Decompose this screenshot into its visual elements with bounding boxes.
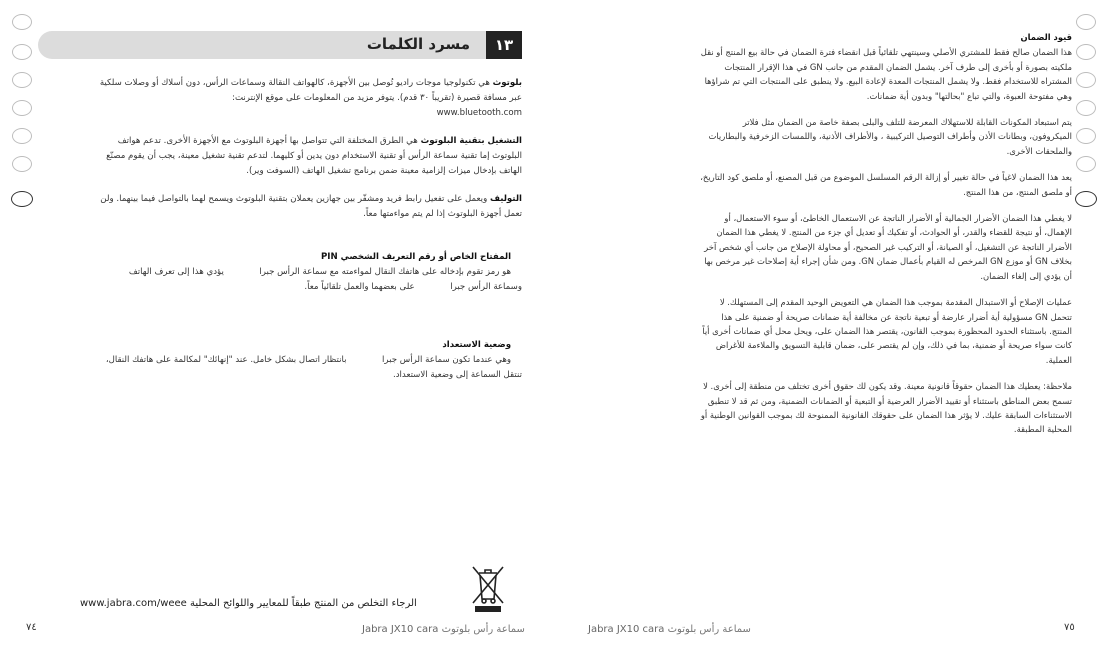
footer-label: سماعة رأس بلوتوث — [441, 624, 525, 635]
chapter-number: ١٣ — [486, 31, 522, 59]
page-number-left: ٧٤ — [26, 622, 37, 633]
glossary-entry — [98, 235, 522, 310]
glossary-definition: هو رمز تقوم بإدخاله على هاتفك النقال لمواءمته مع سماعة الرأس جبرا يؤدي هذا إلى تعرف الهاتف وسماعة الرأس جبرا على بعضهما والعمل تلقائياً معاً. — [126, 267, 522, 292]
binder-hole — [1076, 100, 1096, 116]
glossary-definition: ويعمل على تفعيل رابط فريد ومشفّر بين جهازين يعملان بتقنية البلوتوث ويسمح لهما بالتواصل فيما بينهما. ولن تعمل أجهزة البلوتوث إذا لم يتم مواءمتها معاً. — [100, 194, 522, 219]
footer-brand: Jabra JX10 cara — [588, 624, 665, 635]
binder-hole — [1076, 14, 1096, 30]
glossary-entry — [98, 323, 522, 398]
weee-notice — [80, 598, 462, 609]
glossary-term: التوليف — [489, 194, 522, 204]
glossary-definition: وهي عندما تكون سماعة الرأس جبرا بانتظار اتصال بشكل خامل. عند "إنهائك" لمكالمة على هاتفك النقال، تنتقل السماعة إلى وضعية الاستعداد. — [103, 355, 522, 380]
glossary-entry — [98, 192, 522, 222]
glossary-entry — [98, 76, 522, 121]
weee-url[interactable]: www.jabra.com/weee — [80, 598, 187, 609]
weee-bin-icon — [470, 563, 506, 613]
binder-hole — [12, 100, 32, 116]
warranty-heading: قيود الضمان — [1020, 32, 1072, 42]
glossary-term: وضعية الاستعداد — [442, 340, 512, 350]
binder-hole — [12, 128, 32, 144]
binder-hole-active — [11, 191, 33, 207]
glossary-term: التشغيل بتقنية البلوتوث — [420, 136, 522, 146]
binder-hole — [1076, 72, 1096, 88]
binder-hole — [1076, 44, 1096, 60]
warranty-paragraph: يعد هذا الضمان لاغياً في حالة تغيير أو إزالة الرقم المسلسل الموضوع من قبل المصنع، أو ملصق كود التاريخ، أو ملصق المنتج، من هذا المنتج. — [700, 172, 1072, 197]
binder-hole — [12, 44, 32, 60]
glossary-definition: هي تكنولوجيا موجات راديو تُوصل بين الأجهزة، كالهواتف النقالة وسماعات الرأس، دون أسلاك أو وصلات سلكية عبر مسافة قصيرة (تقريباً ٣٠ قدم). يتوفر مزيد من المعلومات على موقع الإنترنت: — [99, 78, 522, 103]
binder-hole — [12, 72, 32, 88]
warranty-paragraph: عمليات الإصلاح أو الاستبدال المقدمة بموجب هذا الضمان هي التعويض الوحيد المقدم إلى المستهلك. لا تتحمل GN مسؤولية أية أضرار عارضة أو تبعية ناتجة عن مخالفة أية ضمانات صريحة أو ضمنية على هذا المنتج. باستثناء الحدود المحظورة بموجب القانون، يقتصر هذا الضمان على، ويحل محل أي ضمانات أخرى أياً كانت سواء صريحة أو ضمنية، بما في ذلك، وإن لم يقتصر على، ضمان قابلية التسويق والملاءمة للأغراض العملية. — [702, 297, 1072, 365]
binder-hole — [12, 14, 32, 30]
glossary-term: المفتاح الخاص أو رقم التعريف الشخصي PIN — [320, 252, 512, 262]
warranty-paragraph: هذا الضمان صالح فقط للمشتري الأصلي وسينتهي تلقائياً قبل انقضاء فترة الضمان في حالة بيع المنتج أو نقل ملكيته بصورة أو بأخرى إلى طرف آخر. يشمل الضمان المقدم من جانب GN في هذا الإقرار المنتجات المشتراه للاستخدام فقط. ولا يشمل المنتجات المعدة لإعادة البيع. ولا ينطبق على المنتجات التي تم شراؤها وهي مفتوحة العبوة، والتي تباع "بحالتها" وبدون أية ضمانات. — [700, 47, 1072, 101]
glossary-definition: هي الطرق المختلفة التي تتواصل بها أجهزة البلوتوث مع الأجهزة الأخرى. تدعم هواتف البلوتوث إما تقنية سماعة الرأس أو تقنية الاستخدام دون يدين أو كليهما. لتدعم تقنية تشغيل معينة، يجب أن يقوم مصنّع الهاتف بإدخال ميزات إلزامية معينة ضمن برنامج تشغيل الهاتف (السوفت وير). — [106, 136, 522, 176]
glossary-term: بلوتوث — [492, 78, 522, 88]
weee-text: الرجاء التخلص من المنتج طبقاً للمعايير واللوائح المحلية — [190, 598, 417, 609]
glossary — [98, 76, 522, 411]
chapter-title: مسرد الكلمات — [366, 35, 470, 53]
warranty-paragraph: يتم استبعاد المكونات القابلة للاستهلاك المعرضة للتلف والبلى بصفة خاصة من الضمان مثل فلاتر الميكروفون، وبطانات الأذن وأطراف التوصيل التركيبية ، والأطراف الأذنية، واللمسات الزخرفية والبطاريات والملحقات الأخرى. — [708, 117, 1072, 156]
chapter-header — [38, 31, 522, 59]
page-number-right: ٧٥ — [1064, 622, 1075, 633]
binder-hole-active — [1075, 191, 1097, 207]
binder-hole — [12, 156, 32, 172]
footer-left — [362, 624, 525, 635]
glossary-entry — [98, 134, 522, 179]
footer-label: سماعة رأس بلوتوث — [667, 624, 751, 635]
footer-brand: Jabra JX10 cara — [362, 624, 439, 635]
binder-hole — [1076, 128, 1096, 144]
binder-hole — [1076, 156, 1096, 172]
bluetooth-url[interactable]: www.bluetooth.com — [436, 108, 522, 118]
warranty-section — [700, 30, 1072, 449]
warranty-paragraph: لا يغطي هذا الضمان الأضرار الجمالية أو الأضرار الناتجة عن الاستعمال الخاطئ، أو سوء الاستعمال، أو الإهمال، أو نتيجة للقضاء والقدر، أو الحوادث، أو تفكيك أو تعديل أي جزء من المنتج. لا يغطي هذا الضمان الأضرار الناتجة عن التشغيل، أو الصيانة، أو التركيب غير الصحيح، أو محاولة الإصلاح من جانب أي شخص آخر بخلاف GN أو موزع GN المرخص له القيام بأعمال ضمان GN. ومن شأن إجراء أية إصلاحات غير مرخص بها أن يؤدي إلى إلغاء الضمان. — [704, 213, 1072, 281]
warranty-paragraph: ملاحظة: يعطيك هذا الضمان حقوقاً قانونية معينة. وقد يكون لك حقوق أخرى تختلف من منطقة إلى أخرى. لا تسمح بعض المناطق باستثناء أو تقييد الأضرار العرضية أو التبعية أو الضمانات الضمنية، ومن ثم قد لا تنطبق الاستثناءات السابقة عليك. لا يؤثر هذا الضمان على حقوقك القانونية الممنوحة لك بموجب القوانين الوطنية أو المحلية المطبقة. — [700, 381, 1072, 435]
footer-right — [588, 624, 751, 635]
